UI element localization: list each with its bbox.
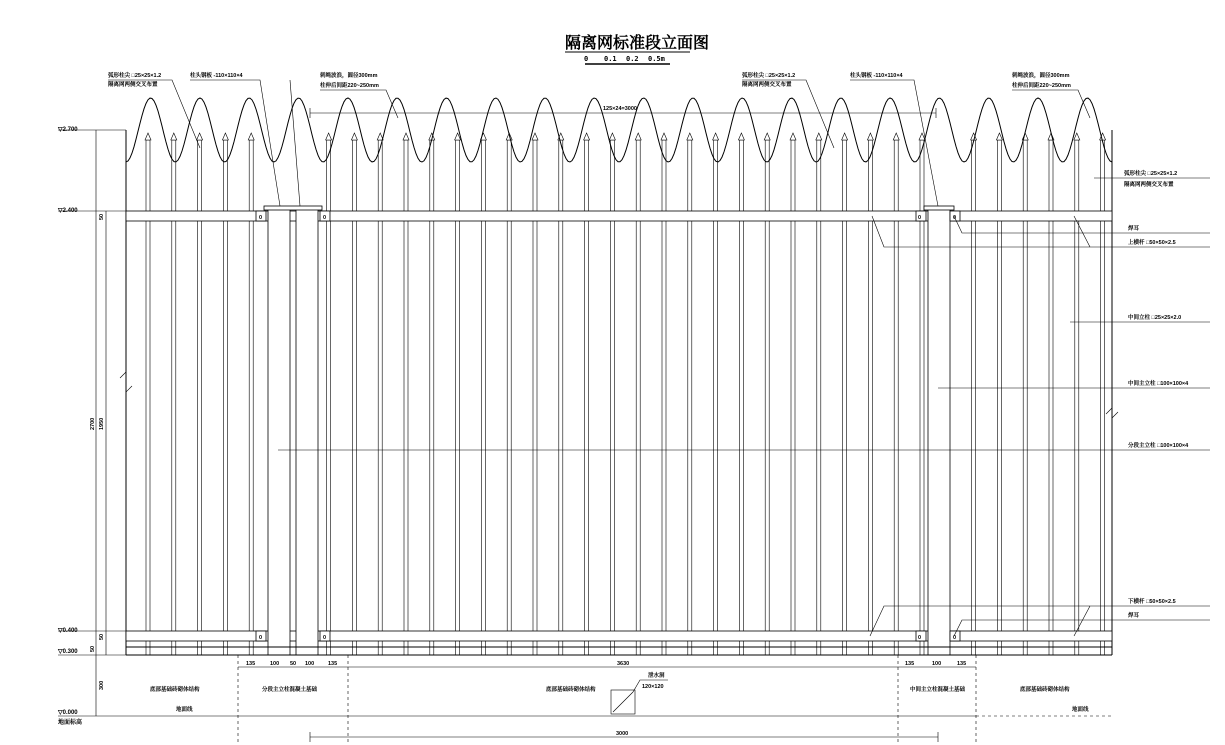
bolt-mark-7: 0 bbox=[918, 635, 922, 641]
dim-lower-gap-2: 50 bbox=[90, 645, 96, 652]
picket-tip-1 bbox=[145, 133, 151, 140]
leader-spike-l bbox=[320, 90, 398, 118]
picket-tip-24 bbox=[790, 133, 796, 140]
dim-upper-gap: 50 bbox=[99, 213, 105, 220]
scale-tick-0: 0 bbox=[584, 55, 589, 63]
picket-tip-27 bbox=[867, 133, 873, 140]
dim-r3: 135 bbox=[957, 661, 967, 667]
leader-spike-r bbox=[1012, 90, 1090, 118]
picket-tip-34 bbox=[1074, 133, 1080, 140]
ann-cap-plate-l: 柱头钢板 -110×110×4 bbox=[190, 73, 243, 79]
picket-tip-20 bbox=[687, 133, 693, 140]
ann-picket-tl-1: 弧形柱尖 □25×25×1.2 bbox=[108, 73, 162, 79]
picket-tip-14 bbox=[532, 133, 538, 140]
mid-post bbox=[928, 208, 950, 655]
callout-picket-1: 弧形柱尖 □25×25×1.2 bbox=[1124, 171, 1178, 177]
drain-hole-diagonal bbox=[613, 692, 633, 712]
ann-spike-l-1: 刺绳波浪，圆径300mm bbox=[320, 73, 378, 79]
dim-d3: 50 bbox=[290, 661, 297, 667]
picket-tip-31 bbox=[996, 133, 1002, 140]
picket-tip-9 bbox=[403, 133, 409, 140]
scale-tick-2: 0.2 bbox=[626, 55, 639, 63]
dim-d1: 135 bbox=[246, 661, 256, 667]
bolt-mark-8: 0 bbox=[953, 635, 957, 641]
ann-spike-l-2: 柱伸后间距220~250mm bbox=[320, 83, 379, 89]
label-mid-post-base: 中间主立柱混凝土基础 bbox=[910, 687, 966, 693]
picket-tip-17 bbox=[609, 133, 615, 140]
callout-mid-picket: 中间立柱 □25×25×2.0 bbox=[1128, 315, 1182, 321]
picket-tip-25 bbox=[816, 133, 822, 140]
dim-top-span: 125×24=3000 bbox=[603, 106, 637, 112]
label-ground-line-left: 地面线 bbox=[176, 707, 193, 713]
dim-d4: 100 bbox=[305, 661, 315, 667]
picket-tip-4 bbox=[222, 133, 228, 140]
end-post-cap-plate bbox=[264, 206, 322, 210]
callout-picket-2: 隔离网两侧交叉布置 bbox=[1124, 182, 1174, 188]
picket-tip-16 bbox=[584, 133, 590, 140]
callout-weld-upper: 焊耳 bbox=[1128, 226, 1140, 232]
scale-tick-3: 0.5m bbox=[648, 55, 665, 63]
end-post-right bbox=[296, 208, 318, 655]
bolt-mark-6: 0 bbox=[323, 635, 327, 641]
mid-post-cap-plate bbox=[924, 206, 954, 210]
label-end-post-base: 分段主立柱混凝土基础 bbox=[262, 687, 318, 693]
ann-picket-tr-2: 隔离网两侧交叉布置 bbox=[742, 82, 792, 88]
label-ground-line-right: 地面线 bbox=[1072, 707, 1089, 713]
picket-tip-23 bbox=[764, 133, 770, 140]
dim-mid: 3630 bbox=[617, 661, 630, 667]
picket-tip-21 bbox=[713, 133, 719, 140]
dim-d2: 100 bbox=[270, 661, 280, 667]
level-ground-label: 地面标高 bbox=[58, 720, 83, 726]
picket-tip-28 bbox=[893, 133, 899, 140]
dim-r1: 135 bbox=[905, 661, 915, 667]
bolt-mark-4: 0 bbox=[953, 215, 957, 221]
level-upper-rail: ▽2.400 bbox=[58, 208, 78, 214]
dim-inner: 1950 bbox=[99, 417, 105, 430]
picket-tip-7 bbox=[351, 133, 357, 140]
bolt-mark-5: 0 bbox=[259, 635, 263, 641]
picket-tip-5 bbox=[248, 133, 254, 140]
dim-foundation: 300 bbox=[99, 680, 105, 690]
bolt-mark-2: 0 bbox=[323, 215, 327, 221]
scale-tick-1: 0.1 bbox=[604, 55, 617, 63]
ann-picket-tl-2: 隔离网两侧交叉布置 bbox=[108, 82, 158, 88]
callout-upper-rail: 上横杆 □50×50×2.5 bbox=[1128, 240, 1176, 246]
label-base-center: 底部基础砖砌体结构 bbox=[546, 687, 596, 693]
label-base-right: 底部基础砖砌体结构 bbox=[1020, 687, 1070, 693]
dim-overall: 3000 bbox=[616, 731, 629, 737]
picket-tip-6 bbox=[326, 133, 332, 140]
picket-tip-22 bbox=[738, 133, 744, 140]
ann-spike-r-1: 刺绳波浪，圆径300mm bbox=[1012, 73, 1070, 79]
bolt-mark-1: 0 bbox=[259, 215, 263, 221]
dim-total: 2700 bbox=[90, 417, 96, 430]
picket-tip-18 bbox=[635, 133, 641, 140]
callout-lower-rail: 下横杆 □50×50×2.5 bbox=[1128, 599, 1176, 605]
dim-d5: 135 bbox=[328, 661, 338, 667]
callout-end-post: 分段主立柱 □100×100×4 bbox=[1128, 443, 1189, 449]
level-top: ▽2.700 bbox=[58, 127, 78, 133]
label-drain-2: 120×120 bbox=[642, 684, 664, 690]
callout-weld-lower: 焊耳 bbox=[1128, 613, 1140, 619]
picket-tip-19 bbox=[661, 133, 667, 140]
break-symbol-right bbox=[1106, 408, 1118, 418]
level-ground: ▽0.000 bbox=[58, 710, 78, 716]
leader-cap-plate-l bbox=[190, 80, 280, 206]
break-symbol-left bbox=[120, 372, 132, 392]
callout-mid-post: 中间主立柱 □100×100×4 bbox=[1128, 381, 1189, 387]
level-lower-rail: ▽0.400 bbox=[58, 628, 78, 634]
ann-spike-r-2: 柱伸后间距220~250mm bbox=[1012, 83, 1071, 89]
end-post-left bbox=[268, 208, 290, 655]
picket-tip-26 bbox=[842, 133, 848, 140]
ann-cap-plate-r: 柱头钢板 -110×110×4 bbox=[850, 73, 903, 79]
leader-cap-plate-l-2 bbox=[290, 80, 300, 206]
drawing-title: 隔离网标准段立面图 bbox=[565, 33, 710, 52]
label-base-left: 底部基础砖砌体结构 bbox=[150, 687, 200, 693]
bolt-mark-3: 0 bbox=[918, 215, 922, 221]
ann-picket-tr-1: 弧形柱尖 □25×25×1.2 bbox=[742, 73, 796, 79]
dim-lower-gap: 50 bbox=[99, 633, 105, 640]
level-foundation-top: ▽0.300 bbox=[58, 649, 78, 655]
picket-tip-3 bbox=[197, 133, 203, 140]
label-drain-1: 泄水洞 bbox=[648, 673, 665, 679]
picket-tip-2 bbox=[171, 133, 177, 140]
dim-r2: 100 bbox=[932, 661, 942, 667]
